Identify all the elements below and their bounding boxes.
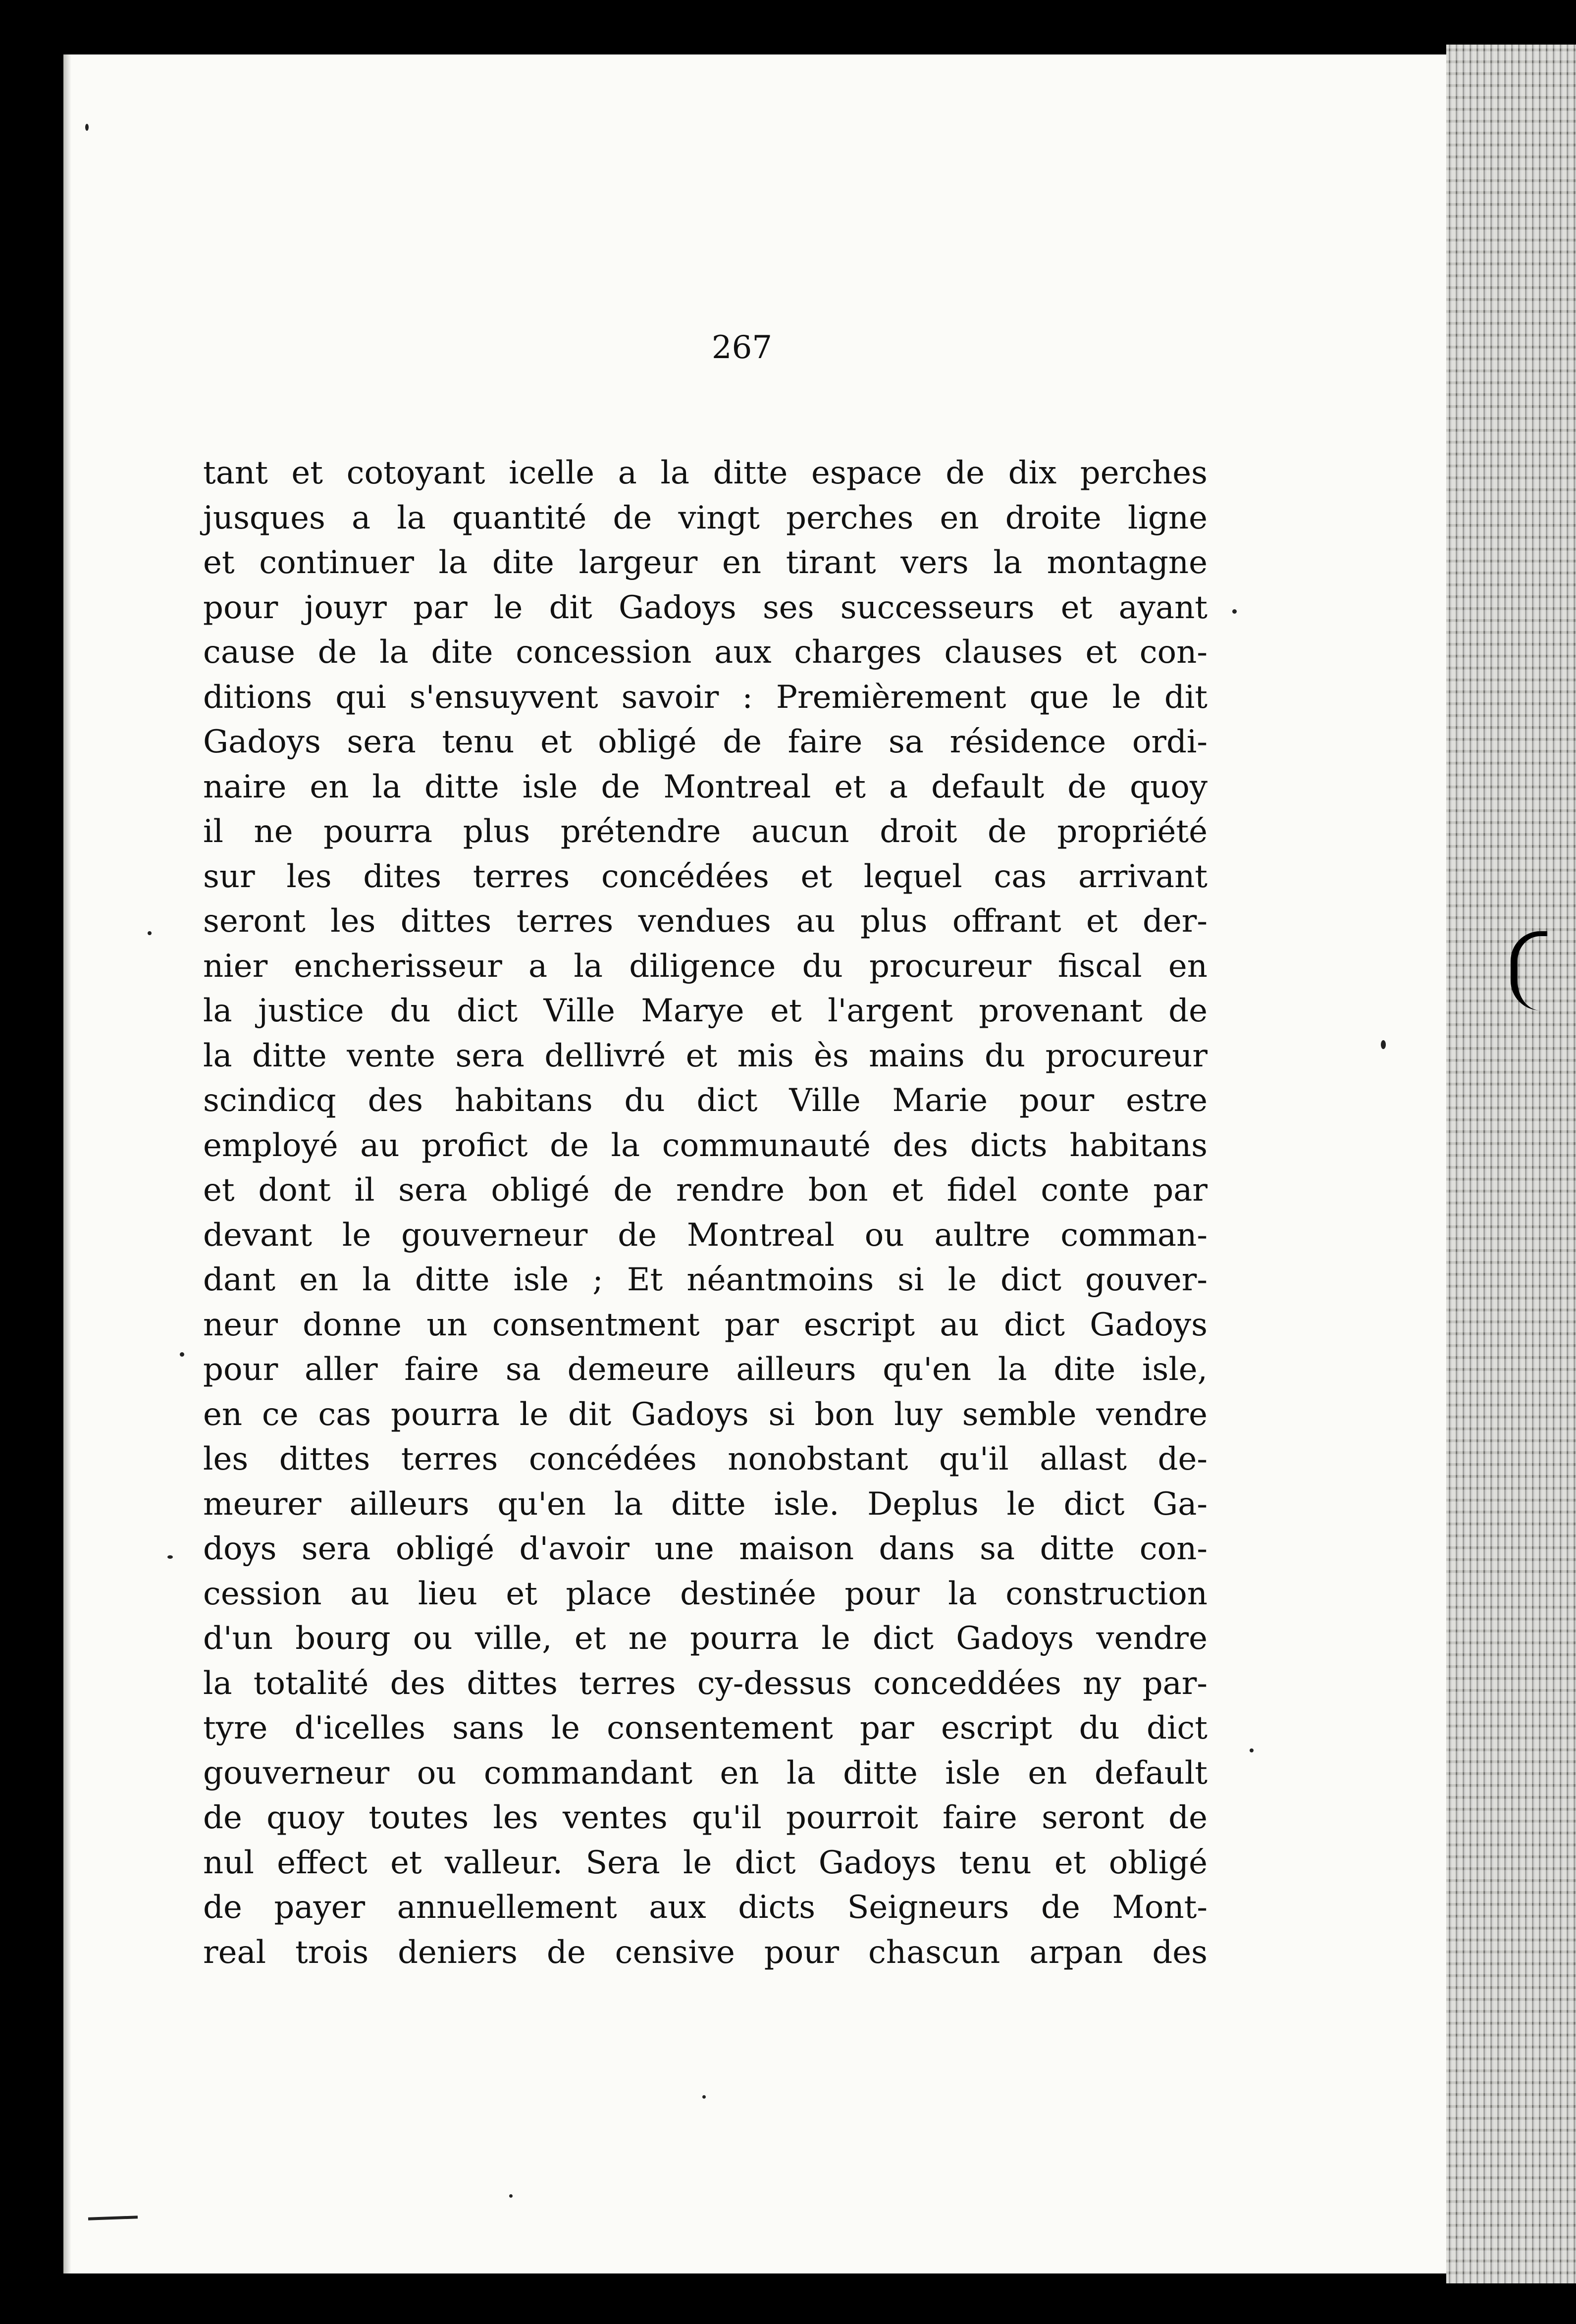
text-line: de payer annuellement aux dicts Seigneurs de Mont-: [203, 1889, 1208, 1926]
text-line: et continuer la dite largeur en tirant vers la montagne: [203, 544, 1208, 581]
text-line: dant en la ditte isle ; Et néantmoins si le dict gouver-: [203, 1262, 1208, 1298]
scan-speck: [180, 1352, 184, 1357]
body-text: [203, 451, 1208, 1975]
text-line: scindicq des habitans du dict Ville Marie pour estre: [203, 1082, 1208, 1119]
text-line: gouverneur ou commandant en la ditte isle en default: [203, 1754, 1208, 1792]
text-line: la justice du dict Ville Marye et l'argent provenant de: [203, 993, 1208, 1029]
page-number: 267: [711, 329, 773, 366]
text-line: en ce cas pourra le dit Gadoys si bon luy semble vendre: [203, 1396, 1208, 1433]
text-line: les dittes terres concédées nonobstant qu'il allast de-: [203, 1441, 1208, 1478]
text-line: pour jouyr par le dit Gadoys ses successeurs et ayant: [203, 589, 1208, 626]
text-line: la totalité des dittes terres cy-dessus conceddées ny par-: [203, 1665, 1208, 1702]
text-line: la ditte vente sera dellivré et mis ès mains du procureur: [203, 1037, 1208, 1074]
scan-speck: [167, 1555, 173, 1559]
text-line: pour aller faire sa demeure ailleurs qu'en la dite isle,: [203, 1351, 1208, 1388]
page-left-edge: [63, 54, 71, 2273]
text-line: meurer ailleurs qu'en la ditte isle. Deplus le dict Ga-: [203, 1485, 1208, 1523]
adjacent-page-edge: [1446, 45, 1576, 2283]
scan-speck: [1381, 1040, 1386, 1049]
scan-speck: [1232, 609, 1237, 614]
text-line: seront les dittes terres vendues au plus offrant et der-: [203, 903, 1208, 940]
margin-mark: [1511, 931, 1547, 1010]
scan-speck: [85, 124, 89, 131]
text-line: nul effect et valleur. Sera le dict Gadoys tenu et obligé: [203, 1844, 1208, 1881]
text-line: real trois deniers de censive pour chascun arpan des: [203, 1934, 1208, 1971]
scan-speck: [1250, 1748, 1254, 1752]
scan-speck: [702, 2095, 706, 2099]
text-line: nier encherisseur a la diligence du procureur fiscal en: [203, 948, 1208, 985]
text-line: devant le gouverneur de Montreal ou aultre comman-: [203, 1216, 1208, 1254]
text-line: et dont il sera obligé de rendre bon et fidel conte par: [203, 1172, 1208, 1209]
text-line: d'un bourg ou ville, et ne pourra le dict Gadoys vendre: [203, 1620, 1208, 1657]
text-line: naire en la ditte isle de Montreal et a default de quoy: [203, 768, 1208, 805]
text-line: neur donne un consentment par escript au dict Gadoys: [203, 1306, 1208, 1343]
text-line: il ne pourra plus prétendre aucun droit de propriété: [203, 813, 1208, 850]
text-line: tant et cotoyant icelle a la ditte espace de dix perches: [203, 455, 1208, 491]
text-line: cause de la dite concession aux charges clauses et con-: [203, 634, 1208, 671]
text-line: employé au profict de la communauté des dicts habitans: [203, 1127, 1208, 1164]
text-line: tyre d'icelles sans le consentement par escript du dict: [203, 1710, 1208, 1746]
scan-speck: [509, 2194, 513, 2198]
text-line: sur les dites terres concédées et lequel cas arrivant: [203, 858, 1208, 895]
paper-page: [63, 54, 1446, 2273]
text-line: jusques a la quantité de vingt perches en droite ligne: [203, 499, 1208, 536]
text-line: doys sera obligé d'avoir une maison dans sa ditte con-: [203, 1531, 1208, 1567]
text-line: de quoy toutes les ventes qu'il pourroit faire seront de: [203, 1799, 1208, 1836]
text-line: cession au lieu et place destinée pour la construction: [203, 1575, 1208, 1612]
text-line: Gadoys sera tenu et obligé de faire sa résidence ordi-: [203, 724, 1208, 760]
scan-speck: [148, 931, 152, 935]
text-line: ditions qui s'ensuyvent savoir : Premièrement que le dit: [203, 679, 1208, 716]
